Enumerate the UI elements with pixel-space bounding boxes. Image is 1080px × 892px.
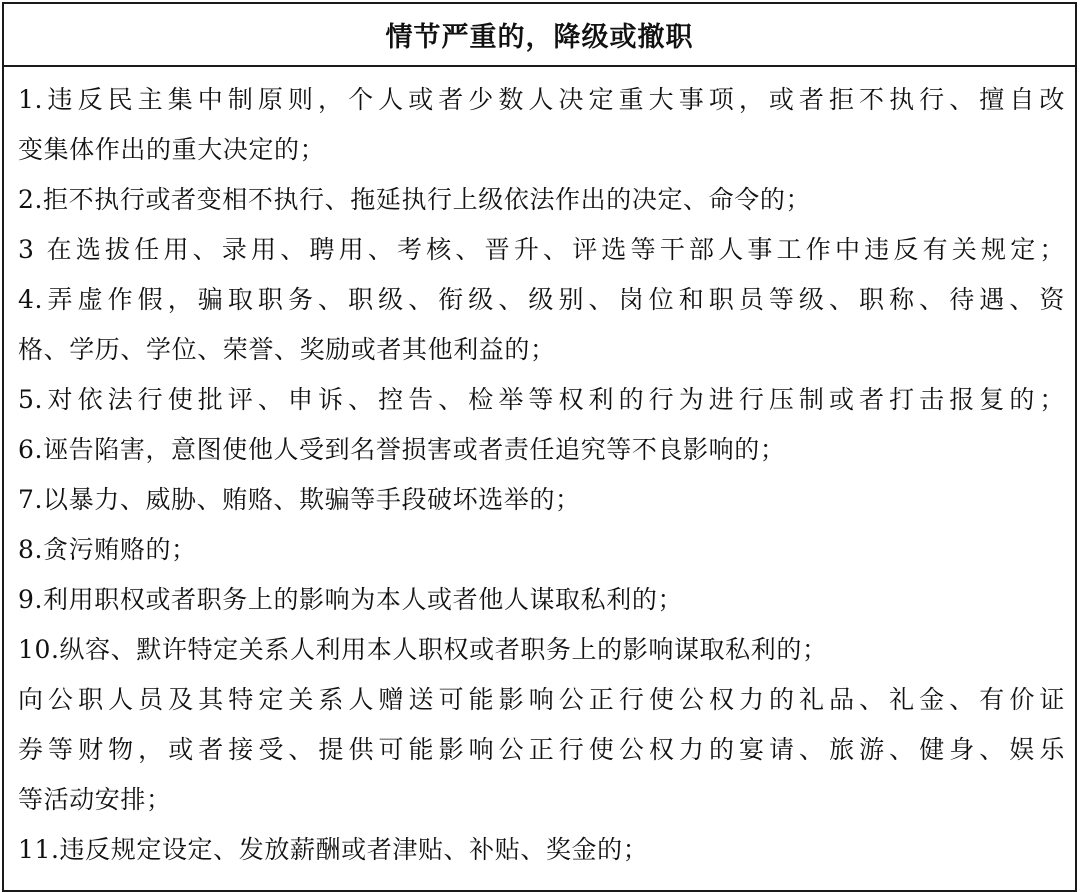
text-line: 6.诬告陷害，意图使他人受到名誉损害或者责任追究等不良影响的； [18, 435, 786, 464]
text-line: 8.贪污贿赂的； [18, 535, 197, 564]
table-header: 情节严重的，降级或撤职 [4, 4, 1075, 67]
text-line: 11.违反规定设定、发放薪酬或者津贴、补贴、奖金的； [18, 835, 649, 864]
text-line: 4.弄虚作假，骗取职务、职级、衔级、级别、岗位和职员等级、职称、待遇、资 [18, 285, 1065, 314]
text-line: 变集体作出的重大决定的； [18, 135, 326, 164]
table-body [4, 67, 1075, 875]
text-line: 5.对依法行使批评、申诉、控告、检举等权利的行为进行压制或者打击报复的； [18, 385, 1065, 414]
text-line: 3 在选拔任用、录用、聘用、考核、晋升、评选等干部人事工作中违反有关规定； [18, 235, 1065, 264]
text-line: 2.拒不执行或者变相不执行、拖延执行上级依法作出的决定、命令的； [18, 185, 812, 214]
text-line: 券等财物，或者接受、提供可能影响公正行使公权力的宴请、旅游、健身、娱乐 [18, 735, 1065, 764]
text-line: 格、学历、学位、荣誉、奖励或者其他利益的； [18, 335, 556, 364]
text-line: 向公职人员及其特定关系人赠送可能影响公正行使公权力的礼品、礼金、有价证 [18, 685, 1065, 714]
text-line: 7.以暴力、威胁、贿赂、欺骗等手段破坏选举的； [18, 485, 581, 514]
text-line: 1.违反民主集中制原则，个人或者少数人决定重大事项，或者拒不执行、擅自改 [18, 85, 1065, 114]
text-line: 等活动安排； [18, 785, 172, 814]
text-line: 10.纵容、默许特定关系人利用本人职权或者职务上的影响谋取私利的； [18, 635, 828, 664]
penalty-table [2, 2, 1077, 892]
text-line: 9.利用职权或者职务上的影响为本人或者他人谋取私利的； [18, 585, 684, 614]
